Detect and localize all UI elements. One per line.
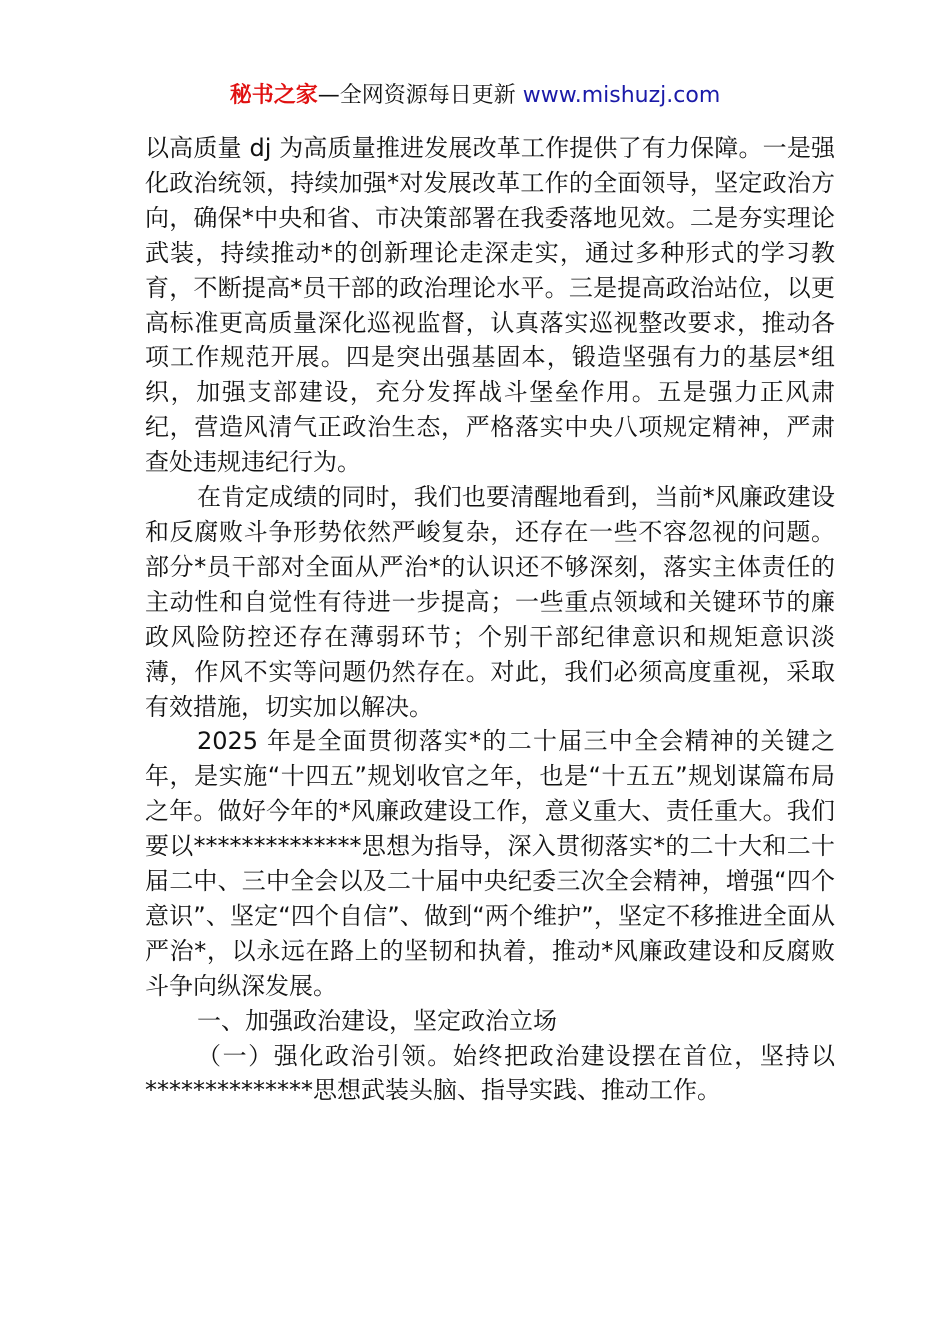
site-brand: 秘书之家: [229, 83, 318, 108]
watermark-header: [0, 80, 950, 112]
paragraph-achievements: 以高质量 dj 为高质量推进发展改革工作提供了有力保障。一是强化政治统领，持续加强*对发展改革工作的全面领导，坚定政治方向，确保*中央和省、市决策部署在我委落地见效。二是夯实理论武装，持续推动*的创新理论走深走实，通过多种形式的学习教育，不断提高*员干部的政治理论水平。三是提高政治站位，以更高标准更高质量深化巡视监督，认真落实巡视整改要求，推动各项工作规范开展。四是突出强基固本，锻造坚强有力的基层*组织，加强支部建设，充分发挥战斗堡垒作用。五是强力正风肃纪，营造风清气正政治生态，严格落实中央八项规定精神，严肃查处违规违纪行为。: [145, 134, 835, 477]
paragraph-problems: 在肯定成绩的同时，我们也要清醒地看到，当前*风廉政建设和反腐败斗争形势依然严峻复杂，还存在一些不容忽视的问题。部分*员干部对全面从严治*的认识还不够深刻，落实主体责任的主动性和自觉性有待进一步提高；一些重点领域和关键环节的廉政风险防控还存在薄弱环节；个别干部纪律意识和规矩意识淡薄，作风不实等问题仍然存在。对此，我们必须高度重视，采取有效措施，切实加以解决。: [145, 483, 835, 721]
section-heading-1: 一、加强政治建设，坚定政治立场: [197, 1006, 557, 1035]
paragraph-2025-goals: 2025 年是全面贯彻落实*的二十届三中全会精神的关键之年，是实施“十四五”规划收官之年，也是“十五五”规划谋篇布局之年。做好今年的*风廉政建设工作，意义重大、责任重大。我们要以**************思想为指导，深入贯彻落实*的二十大和二十届二中、三中全会以及二十届中央纪委三次全会精神，增强“四个意识”、坚定“四个自信”、做到“两个维护”，坚定不移推进全面从严治*，以永远在路上的坚韧和执着，推动*风廉政建设和反腐败斗争向纵深发展。: [145, 727, 835, 1000]
site-url: www.mishuzj.com: [522, 83, 721, 108]
document-body: [145, 131, 835, 1108]
site-tagline: —全网资源每日更新: [317, 83, 523, 108]
subsection-1-1: （一）强化政治引领。始终把政治建设摆在首位，坚持以**************思想武装头脑、指导实践、推动工作。: [145, 1041, 835, 1105]
